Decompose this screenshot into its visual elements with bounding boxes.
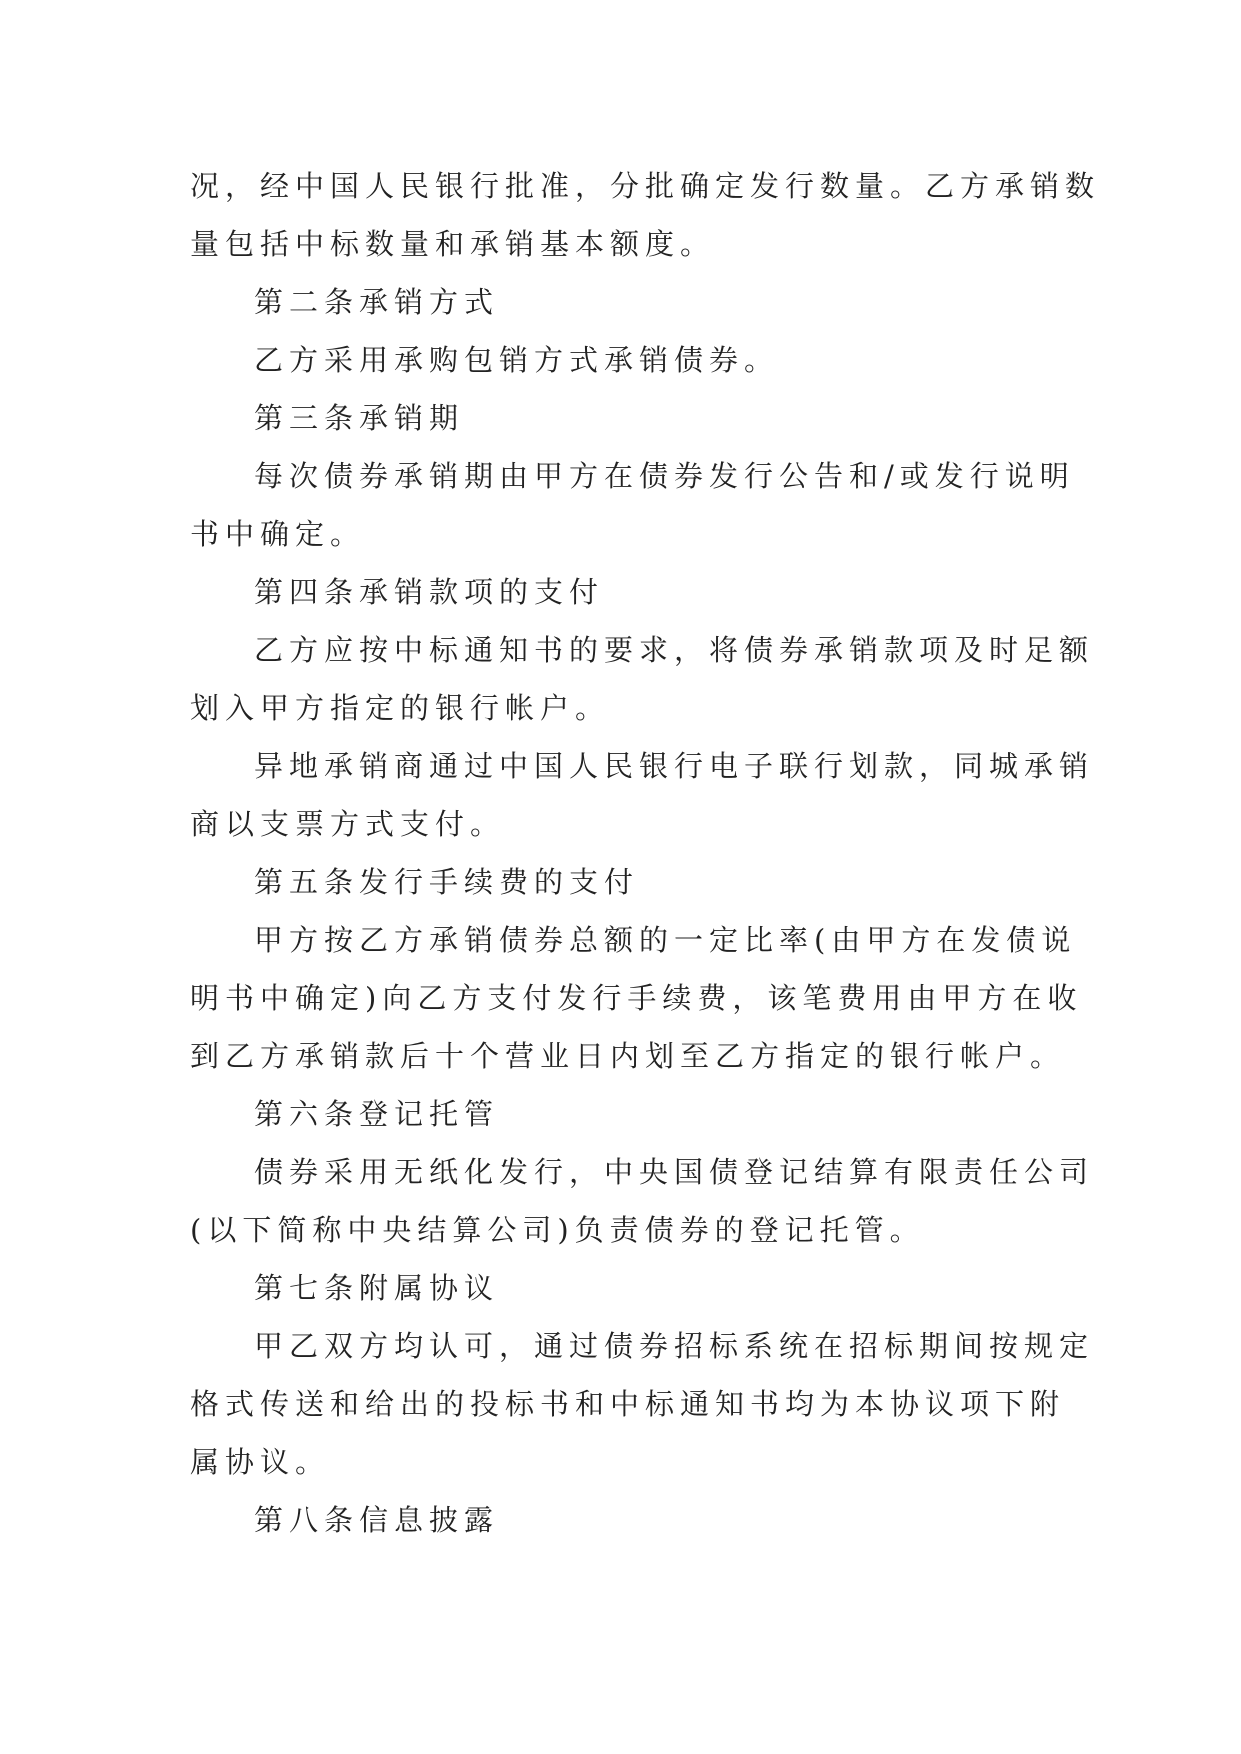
article-heading: 第四条承销款项的支付 — [254, 575, 605, 609]
paragraph-line: 乙方采用承购包销方式承销债券。 — [254, 343, 780, 377]
paragraph-line: 量包括中标数量和承销基本额度。 — [190, 227, 716, 261]
paragraph-line: 属协议。 — [190, 1445, 331, 1479]
paragraph-line: 商以支票方式支付。 — [190, 807, 506, 841]
article-heading: 第五条发行手续费的支付 — [254, 865, 640, 899]
article-heading: 第二条承销方式 — [254, 285, 500, 319]
document-body — [190, 157, 1101, 1549]
paragraph-line: 乙方应按中标通知书的要求，将债券承销款项及时足额 — [254, 633, 1095, 667]
paragraph-line: 债券采用无纸化发行，中央国债登记结算有限责任公司 — [254, 1155, 1095, 1189]
paragraph-line: 甲乙双方均认可，通过债券招标系统在招标期间按规定 — [254, 1329, 1095, 1363]
paragraph-line: 每次债券承销期由甲方在债券发行公告和/或发行说明 — [254, 459, 1075, 493]
paragraph-line: 异地承销商通过中国人民银行电子联行划款，同城承销 — [254, 749, 1095, 783]
paragraph-line: (以下简称中央结算公司)负责债券的登记托管。 — [190, 1213, 925, 1247]
article-heading: 第八条信息披露 — [254, 1503, 500, 1537]
article-heading: 第三条承销期 — [254, 401, 465, 435]
paragraph-line: 况，经中国人民银行批准，分批确定发行数量。乙方承销数 — [190, 169, 1101, 203]
paragraph-line: 划入甲方指定的银行帐户。 — [190, 691, 611, 725]
paragraph-line: 到乙方承销款后十个营业日内划至乙方指定的银行帐户。 — [190, 1039, 1066, 1073]
article-heading: 第七条附属协议 — [254, 1271, 500, 1305]
paragraph-line: 明书中确定)向乙方支付发行手续费，该笔费用由甲方在收 — [190, 981, 1083, 1015]
article-heading: 第六条登记托管 — [254, 1097, 500, 1131]
paragraph-line: 甲方按乙方承销债券总额的一定比率(由甲方在发债说 — [254, 923, 1077, 957]
paragraph-line: 书中确定。 — [190, 517, 366, 551]
paragraph-line: 格式传送和给出的投标书和中标通知书均为本协议项下附 — [190, 1387, 1066, 1421]
